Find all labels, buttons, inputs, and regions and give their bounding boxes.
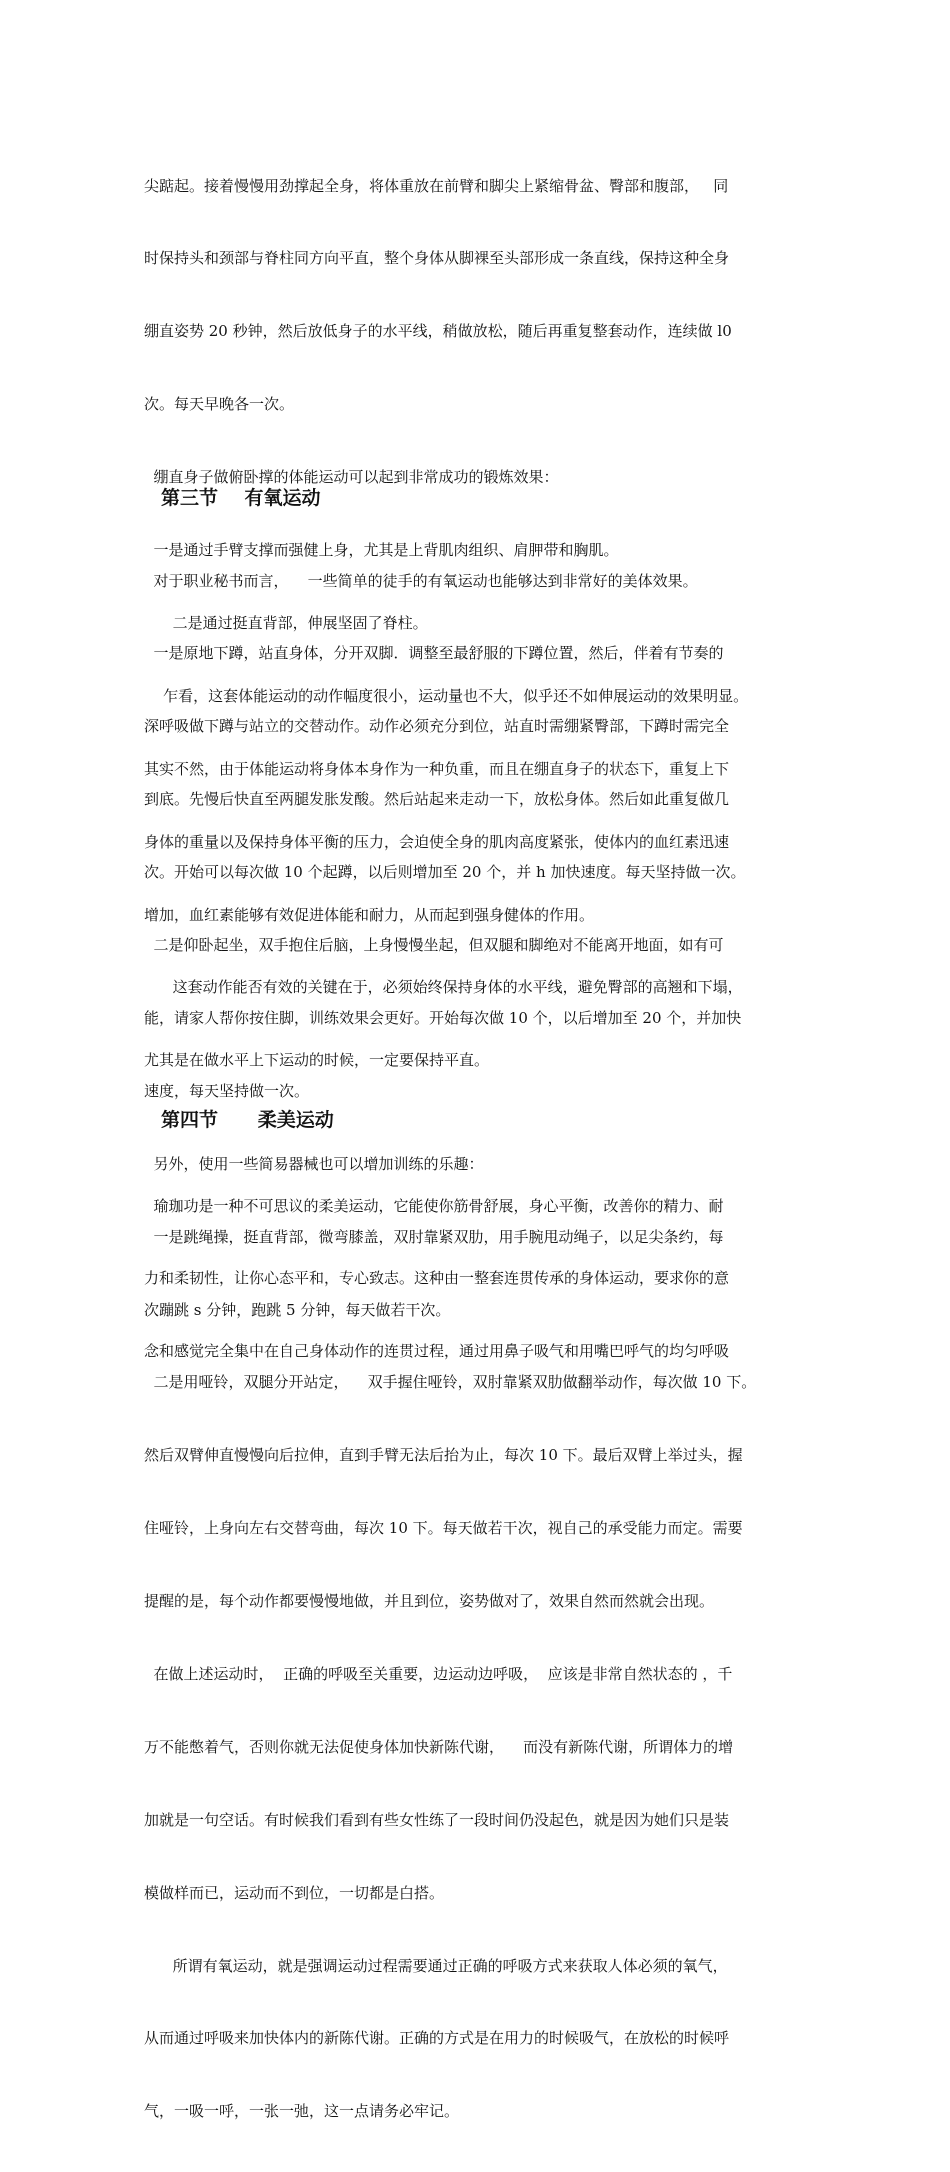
text-line: 速度，每天坚持做一次。 [144,1081,310,1100]
text-line: 然后双臂伸直慢慢向后拉伸，直到手臂无法后抬为止，每次 10 下。最后双臂上举过头，握 [144,1446,743,1465]
text-line: 二是仰卧起坐，双手抱住后脑，上身慢慢坐起，但双腿和脚绝对不能离开地面，如有可 [144,936,724,955]
text-line: 在做上述运动时， 正确的呼吸至关重要，边运动边呼吸， 应该是非常自然状态的 ，千 [144,1664,733,1683]
text-line: 一是跳绳操，挺直背部，微弯膝盖，双肘靠紧双肋，用手腕甩动绳子，以足尖条约，每 [144,1227,724,1246]
text-line: 对于职业秘书而言， 一些简单的徒手的有氧运动也能够达到非常好的美体效果。 [144,571,698,590]
text-line: 一是通过手臂支撑而强健上身，尤其是上背肌肉组织、肩胛带和胸肌。 [144,541,619,560]
text-line: 尖踮起。接着慢慢用劲撑起全身，将体重放在前臂和脚尖上紧缩骨盆、臀部和腹部， 同 [144,176,729,195]
text-line: 加就是一句空话。有时候我们看到有些女性练了一段时间仍没起色，就是因为她们只是装 [144,1810,730,1829]
text-line: 气，一吸一呼，一张一弛，这一点请务必牢记。 [144,2102,460,2121]
text-line: 另外，使用一些简易器械也可以增加训练的乐趣： [144,1154,484,1173]
text-line: 增加，血红素能够有效促进体能和耐力，从而起到强身健体的作用。 [144,905,595,924]
text-line: 二是通过挺直背部，伸展坚固了脊柱。 [144,613,428,632]
text-line: 住哑铃，上身向左右交替弯曲，每次 10 下。每天做若干次，视自己的承受能力而定。需要 [144,1519,743,1538]
paragraph-block-yoga [144,1145,824,1412]
text-line: 时保持头和颈部与脊柱同方向平直，整个身体从脚裸至头部形成一条直线，保持这种全身 [144,249,730,268]
text-line: 身体的重量以及保持身体平衡的压力，会迫使全身的肌肉高度紧张，使体内的血红素迅速 [144,832,730,851]
text-line: 这套动作能否有效的关键在于，必须始终保持身体的水平线，避免臀部的高翘和下塌， [144,978,743,997]
section-heading-aerobic: 第三节 有氧运动 [161,487,321,509]
text-line: 能，请家人帮你按住脚，训练效果会更好。开始每次做 10 个，以后增加至 20 个，并加快 [144,1008,742,1027]
text-line: 乍看，这套体能运动的动作幅度很小，运动量也不大，似乎还不如伸展运动的效果明显。 [144,686,749,705]
text-line: 从而通过呼吸来加快体内的新陈代谢。正确的方式是在用力的时候吸气，在放松的时候呼 [144,2029,730,2048]
text-line: 提醒的是，每个动作都要慢慢地做，并且到位，姿势做对了，效果自然而然就会出现。 [144,1592,715,1611]
text-line: 其实不然，由于体能运动将身体本身作为一种负重，而且在绷直身子的状态下，重复上下 [144,759,730,778]
text-line: 万不能憋着气，否则你就无法促使身体加快新陈代谢， 而没有新陈代谢，所谓体力的增 [144,1737,734,1756]
text-line: 深呼吸做下蹲与站立的交替动作。动作必须充分到位，站直时需绷紧臀部，下蹲时需完全 [144,717,730,736]
text-line: 到底。先慢后快直至两腿发胀发酸。然后站起来走动一下，放松身体。然后如此重复做几 [144,790,730,809]
section-heading-graceful: 第四节 柔美运动 [161,1109,334,1131]
text-line: 次。开始可以每次做 10 个起蹲，以后则增加至 20 个，并 h 加快速度。每天坚持做一次。 [144,863,746,882]
text-line: 力和柔韧性，让你心态平和，专心致志。这种由一整套连贯传承的身体运动，要求你的意 [144,1269,730,1288]
text-line: 模做样而已，运动而不到位，一切都是白搭。 [144,1883,445,1902]
text-line: 所谓有氧运动，就是强调运动过程需要通过正确的呼吸方式来获取人体必须的氧气， [144,1956,728,1975]
text-line: 绷直身子做俯卧撑的体能运动可以起到非常成功的锻炼效果： [144,468,559,487]
text-line: 次。每天早晚各一次。 [144,395,295,414]
text-line: 次蹦跳 s 分钟，跑跳 5 分钟，每天做若干次。 [144,1300,451,1319]
text-line: 二是用哑铃，双腿分开站定， 双手握住哑铃，双肘靠紧双肋做翻举动作，每次做 10 下。 [144,1373,757,1392]
text-line: 瑜珈功是一种不可思议的柔美运动，它能使你筋骨舒展，身心平衡，改善你的精力、耐 [144,1196,724,1215]
text-line: 一是原地下蹲，站直身体，分开双脚．调整至最舒服的下蹲位置，然后，伴着有节奏的 [144,644,724,663]
text-line: 念和感觉完全集中在自己身体动作的连贯过程，通过用鼻子吸气和用嘴巴呼气的均匀呼吸 [144,1342,730,1361]
text-line: 绷直姿势 20 秒钟，然后放低身子的水平线，稍做放松，随后再重复整套动作，连续做 l0 [144,322,732,341]
text-line: 尤其是在做水平上下运动的时候，一定要保持平直。 [144,1051,490,1070]
